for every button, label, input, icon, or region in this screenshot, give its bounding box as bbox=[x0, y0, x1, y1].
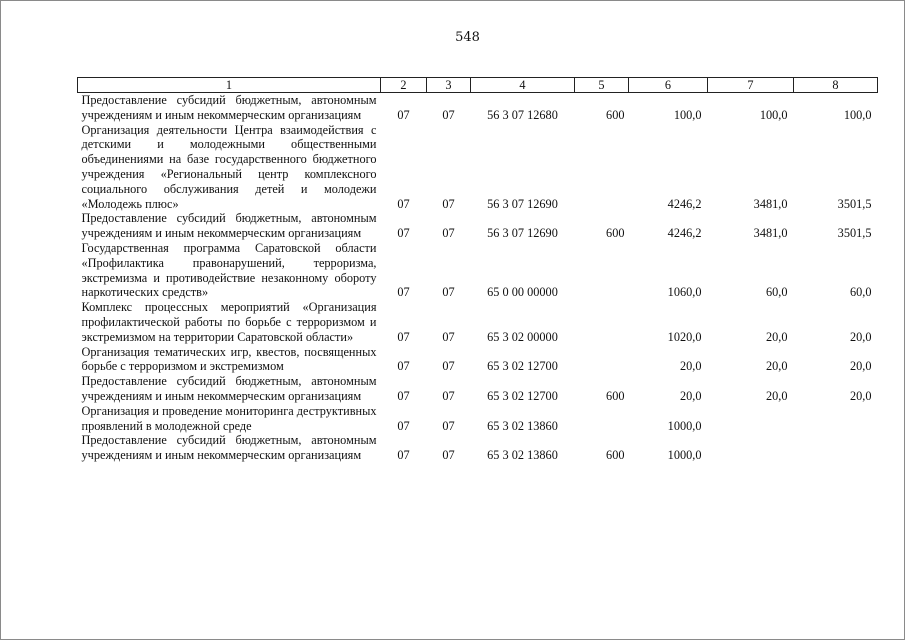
table-row bbox=[78, 433, 878, 463]
amount-year-3: 20,0 bbox=[849, 329, 872, 344]
amount-year-1: 4246,2 bbox=[667, 196, 702, 211]
amount-year-3: 3501,5 bbox=[837, 226, 872, 241]
table-row bbox=[78, 211, 878, 241]
target-article: 56 3 07 12690 bbox=[487, 226, 558, 241]
section-code: 07 bbox=[397, 196, 410, 211]
amount-year-2: 100,0 bbox=[759, 107, 788, 122]
table-row bbox=[78, 93, 878, 123]
item-name: Предоставление субсидий бюджетным, автономным учреждениям и иным некоммерческим организациям bbox=[81, 93, 377, 122]
expense-type: 600 bbox=[606, 388, 625, 403]
amount-year-1: 1020,0 bbox=[667, 329, 702, 344]
table-row bbox=[78, 404, 878, 434]
expense-type: 600 bbox=[606, 448, 625, 463]
amount-year-2: 20,0 bbox=[765, 388, 788, 403]
amount-year-1: 1000,0 bbox=[667, 448, 702, 463]
table-row bbox=[78, 374, 878, 404]
section-code: 07 bbox=[397, 359, 410, 374]
subsection-code: 07 bbox=[442, 359, 455, 374]
header-col-2: 2 bbox=[381, 78, 427, 93]
header-col-4: 4 bbox=[471, 78, 575, 93]
table-row bbox=[78, 123, 878, 212]
subsection-code: 07 bbox=[442, 418, 455, 433]
table-row bbox=[78, 345, 878, 375]
item-name: Организация тематических игр, квестов, посвященных борьбе с терроризмом и экстремизмом bbox=[81, 344, 377, 374]
target-article: 65 3 02 00000 bbox=[487, 329, 558, 344]
amount-year-2: 20,0 bbox=[765, 329, 788, 344]
item-name: Государственная программа Саратовской области «Профилактика правонарушений, терроризма, экстремизма и противодействие незаконному обороту наркотических средств» bbox=[81, 240, 377, 300]
section-code: 07 bbox=[397, 107, 410, 122]
target-article: 65 3 02 13860 bbox=[487, 418, 558, 433]
amount-year-2 bbox=[708, 404, 794, 434]
amount-year-3: 3501,5 bbox=[837, 196, 872, 211]
amount-year-3: 60,0 bbox=[849, 285, 872, 300]
header-col-6: 6 bbox=[629, 78, 708, 93]
amount-year-1: 1000,0 bbox=[667, 418, 702, 433]
subsection-code: 07 bbox=[442, 107, 455, 122]
item-name: Предоставление субсидий бюджетным, автономным учреждениям и иным некоммерческим организациям bbox=[81, 211, 377, 241]
expense-type bbox=[575, 404, 629, 434]
item-name: Предоставление субсидий бюджетным, автономным учреждениям и иным некоммерческим организациям bbox=[81, 374, 377, 403]
target-article: 65 3 02 12700 bbox=[487, 388, 558, 403]
header-row bbox=[78, 78, 878, 93]
budget-table bbox=[77, 77, 878, 463]
item-name: Организация и проведение мониторинга деструктивных проявлений в молодежной среде bbox=[81, 403, 377, 433]
subsection-code: 07 bbox=[442, 226, 455, 241]
section-code: 07 bbox=[397, 418, 410, 433]
expense-type bbox=[575, 241, 629, 300]
target-article: 56 3 07 12690 bbox=[487, 196, 558, 211]
section-code: 07 bbox=[397, 226, 410, 241]
item-name: Организация деятельности Центра взаимодействия с детскими и молодежными общественными объединениями на базе государственного бюджетного учреждения «Региональный центр комплексного социального обслуживания детей и молодежи «Молодежь плюс» bbox=[81, 122, 377, 211]
amount-year-1: 1060,0 bbox=[667, 285, 702, 300]
expense-type: 600 bbox=[606, 226, 625, 241]
amount-year-2 bbox=[708, 433, 794, 463]
amount-year-2: 60,0 bbox=[765, 285, 788, 300]
target-article: 65 0 00 00000 bbox=[487, 285, 558, 300]
subsection-code: 07 bbox=[442, 285, 455, 300]
subsection-code: 07 bbox=[442, 329, 455, 344]
expense-type bbox=[575, 345, 629, 375]
subsection-code: 07 bbox=[442, 388, 455, 403]
target-article: 65 3 02 12700 bbox=[487, 359, 558, 374]
amount-year-2: 3481,0 bbox=[753, 226, 788, 241]
header-col-5: 5 bbox=[575, 78, 629, 93]
section-code: 07 bbox=[397, 329, 410, 344]
amount-year-3: 20,0 bbox=[849, 388, 872, 403]
table-row bbox=[78, 241, 878, 300]
amount-year-1: 4246,2 bbox=[667, 226, 702, 241]
amount-year-1: 20,0 bbox=[679, 388, 702, 403]
item-name: Комплекс процессных мероприятий «Организация профилактической работы по борьбе с терроризмом и экстремизмом на территории Саратовской области» bbox=[81, 300, 377, 344]
header-col-7: 7 bbox=[708, 78, 794, 93]
amount-year-3: 20,0 bbox=[849, 359, 872, 374]
subsection-code: 07 bbox=[442, 448, 455, 463]
expense-type bbox=[575, 123, 629, 212]
section-code: 07 bbox=[397, 388, 410, 403]
expense-type bbox=[575, 300, 629, 344]
section-code: 07 bbox=[397, 285, 410, 300]
amount-year-1: 20,0 bbox=[679, 359, 702, 374]
amount-year-1: 100,0 bbox=[673, 107, 702, 122]
amount-year-3: 100,0 bbox=[843, 107, 872, 122]
target-article: 65 3 02 13860 bbox=[487, 448, 558, 463]
item-name: Предоставление субсидий бюджетным, автономным учреждениям и иным некоммерческим организациям bbox=[81, 433, 377, 463]
header-col-3: 3 bbox=[427, 78, 471, 93]
target-article: 56 3 07 12680 bbox=[487, 107, 558, 122]
amount-year-3 bbox=[794, 404, 878, 434]
page-number: 548 bbox=[455, 30, 480, 45]
section-code: 07 bbox=[397, 448, 410, 463]
amount-year-2: 3481,0 bbox=[753, 196, 788, 211]
table-row bbox=[78, 300, 878, 344]
header-col-1: 1 bbox=[78, 78, 381, 93]
amount-year-2: 20,0 bbox=[765, 359, 788, 374]
amount-year-3 bbox=[794, 433, 878, 463]
expense-type: 600 bbox=[606, 107, 625, 122]
header-col-8: 8 bbox=[794, 78, 878, 93]
subsection-code: 07 bbox=[442, 196, 455, 211]
